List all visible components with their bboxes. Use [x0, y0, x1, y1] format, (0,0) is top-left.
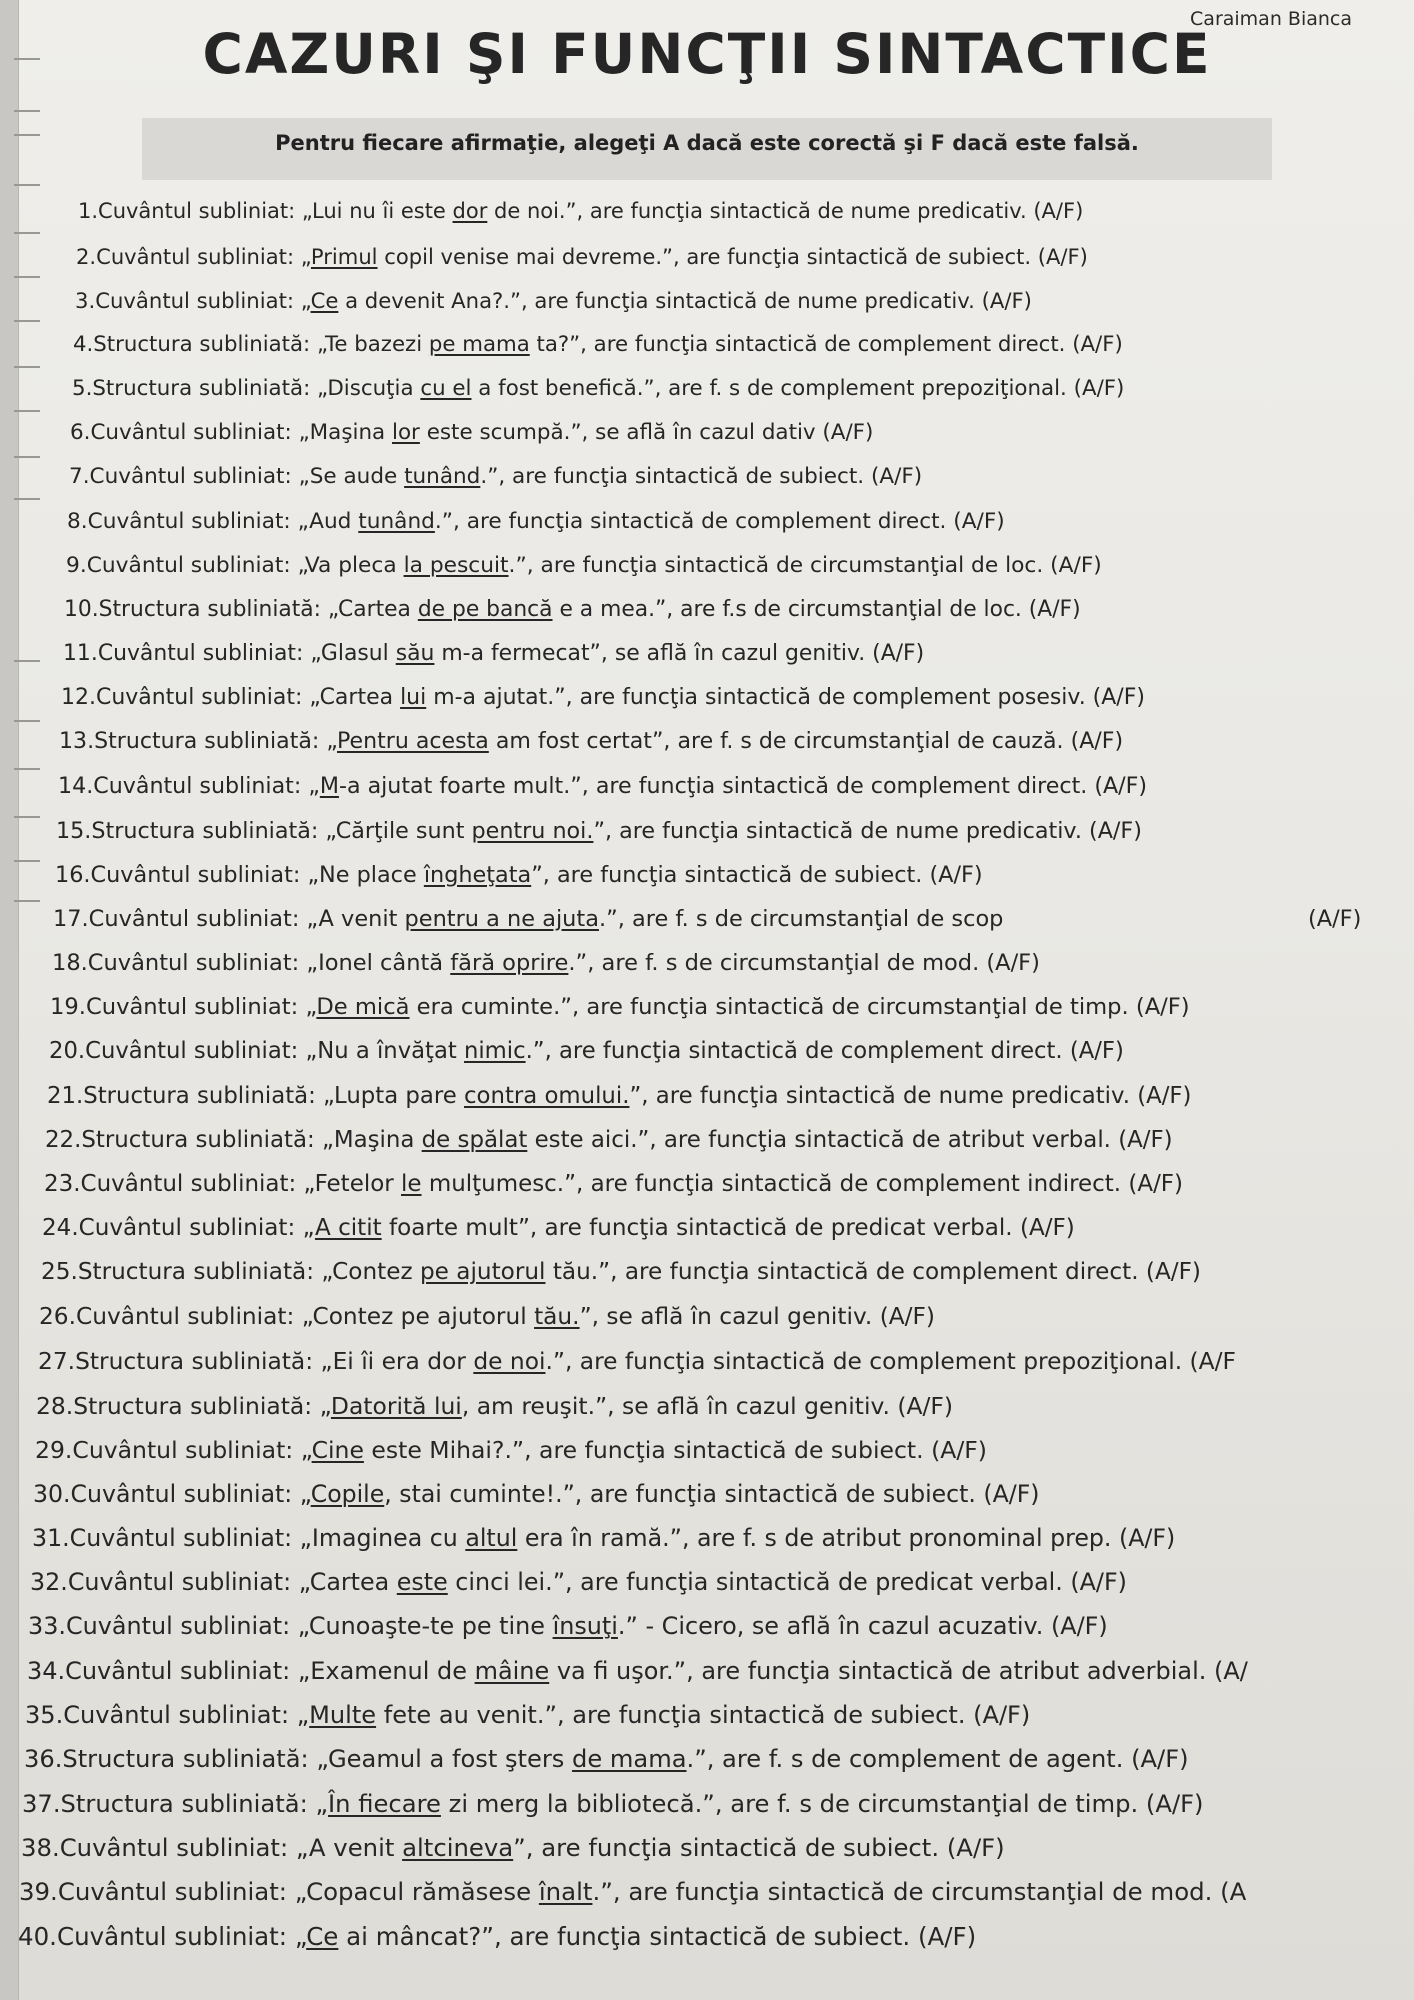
- statement-item: [24, 1745, 1189, 1773]
- statement-text: am fost certat”, are f. s de circumstanţial de cauză. (A/F): [488, 729, 1124, 755]
- underlined-term: altcineva: [402, 1833, 514, 1863]
- underlined-term: altul: [465, 1524, 518, 1553]
- statement-text: 33.Cuvântul subliniat: „Cunoaşte-te pe tine: [28, 1612, 553, 1641]
- statement-text: fete au venit.”, are funcţia sintactică de subiect. (A/F): [376, 1700, 1031, 1729]
- underlined-term: însuţi: [552, 1612, 618, 1641]
- statement-text: 39.Cuvântul subliniat: „Copacul rămăsese: [19, 1877, 539, 1907]
- underlined-term: De mică: [316, 994, 410, 1021]
- underlined-term: la pescuit: [403, 552, 509, 578]
- statement-item: [53, 906, 1003, 932]
- statement-text: 19.Cuvântul subliniat: „: [50, 994, 317, 1021]
- statement-text: cinci lei.”, are funcţia sintactică de predicat verbal. (A/F): [447, 1568, 1127, 1597]
- underlined-term: Ce: [310, 287, 339, 313]
- underlined-term: Pentru acesta: [337, 729, 489, 755]
- underlined-term: pentru noi.: [471, 817, 594, 844]
- statement-text: 8.Cuvântul subliniat: „Aud: [67, 508, 359, 534]
- statement-text: este scumpă.”, se află în cazul dativ (A/F): [419, 420, 874, 446]
- statement-text: m-a fermecat”, se află în cazul genitiv. (A/F): [434, 641, 925, 666]
- underlined-term: Copile: [310, 1479, 385, 1508]
- underlined-term: de pe bancă: [417, 596, 553, 622]
- statement-text: .”, are funcţia sintactică de circumstanţial de loc. (A/F): [508, 552, 1102, 578]
- statement-text: ”, are funcţia sintactică de nume predicativ. (A/F): [629, 1082, 1192, 1109]
- statement-text: 12.Cuvântul subliniat: „Cartea: [61, 685, 401, 711]
- statement-text: 36.Structura subliniată: „Geamul a fost şters: [24, 1744, 573, 1773]
- statement-text: 4.Structura subliniată: „Te bazezi: [73, 331, 429, 357]
- underlined-term: dor: [452, 199, 488, 224]
- statement-text: tău.”, are funcţia sintactică de complement direct. (A/F): [545, 1259, 1201, 1286]
- instructions-text: Pentru fiecare afirmaţie, alegeţi A dacă este corectă şi F dacă este falsă.: [275, 131, 1139, 155]
- statement-text: 6.Cuvântul subliniat: „Maşina: [70, 420, 392, 446]
- statement-item: [58, 773, 1147, 799]
- statement-text: foarte mult”, are funcţia sintactică de predicat verbal. (A/F): [381, 1215, 1075, 1242]
- statement-text: ”, are funcţia sintactică de nume predicativ. (A/F): [593, 817, 1142, 844]
- statement-text: 28.Structura subliniată: „: [36, 1391, 331, 1420]
- underlined-term: mâine: [474, 1656, 550, 1685]
- statement-text: 40.Cuvântul subliniat: „: [18, 1921, 307, 1951]
- statement-text: 30.Cuvântul subliniat: „: [33, 1479, 311, 1508]
- statement-item: [21, 1833, 1005, 1862]
- statement-item: [76, 244, 1088, 269]
- underlined-term: de spălat: [421, 1126, 528, 1153]
- statement-item: [44, 1171, 1183, 1197]
- statement-text: ”, are funcţia sintactică de subiect. (A/F): [513, 1833, 1005, 1863]
- statement-item: [22, 1789, 1204, 1818]
- statement-item: [66, 553, 1102, 578]
- page-title: CAZURI ŞI FUNCŢII SINTACTICE: [202, 22, 1212, 86]
- statement-text: ”, are funcţia sintactică de subiect. (A/F): [531, 861, 983, 888]
- statement-item: [42, 1215, 1075, 1241]
- statement-text: zi merg la bibliotecă.”, are f. s de circumstanţial de timp. (A/F): [440, 1789, 1204, 1819]
- statement-text: e a mea.”, are f.s de circumstanţial de loc. (A/F): [552, 596, 1081, 622]
- statement-item: [64, 597, 1081, 622]
- underlined-term: de noi: [473, 1347, 546, 1376]
- underlined-term: Cine: [311, 1435, 364, 1464]
- statement-text: ai mâncat?”, are funcţia sintactică de subiect. (A/F): [338, 1921, 977, 1951]
- underlined-term: Datorită lui: [330, 1391, 462, 1420]
- statement-text: , stai cuminte!.”, are funcţia sintactică de subiect. (A/F): [384, 1479, 1040, 1508]
- statement-text: 37.Structura subliniată: „: [22, 1789, 329, 1819]
- statement-text: 27.Structura subliniată: „Ei îi era dor: [38, 1347, 474, 1376]
- underlined-term: înalt: [538, 1877, 593, 1907]
- statement-text: mulţumesc.”, are funcţia sintactică de complement indirect. (A/F): [421, 1170, 1183, 1197]
- statement-item: [41, 1259, 1201, 1285]
- statement-text: 5.Structura subliniată: „Discuţia: [72, 376, 421, 402]
- statement-text: copil venise mai devreme.”, are funcţia sintactică de subiect. (A/F): [377, 243, 1088, 269]
- statement-text: 7.Cuvântul subliniat: „Se aude: [69, 464, 405, 490]
- statement-text: 34.Cuvântul subliniat: „Examenul de: [27, 1656, 475, 1685]
- underlined-term: îngheţata: [423, 861, 532, 888]
- statement-item: [72, 376, 1124, 401]
- statement-item: [47, 1083, 1191, 1109]
- statement-text: 38.Cuvântul subliniat: „A venit: [21, 1833, 403, 1863]
- statement-item: [73, 332, 1123, 357]
- statement-item: [50, 994, 1190, 1020]
- statement-text: 16.Cuvântul subliniat: „Ne place: [55, 861, 424, 888]
- underlined-term: este: [396, 1568, 448, 1597]
- statement-text: .”, are f. s de circumstanţial de mod. (A/F): [568, 950, 1040, 977]
- statement-text: 32.Cuvântul subliniat: „Cartea: [30, 1568, 397, 1597]
- underlined-term: M: [319, 773, 339, 800]
- statement-text: .”, are f. s de circumstanţial de scop: [598, 905, 1004, 932]
- underlined-term: contra omului.: [464, 1082, 630, 1109]
- statement-item: [39, 1303, 935, 1330]
- underlined-term: Primul: [310, 243, 378, 269]
- underlined-term: lui: [400, 685, 427, 711]
- statement-text: 9.Cuvântul subliniat: „Va pleca: [66, 552, 404, 578]
- statement-item: [49, 1038, 1124, 1064]
- underlined-term: tunând: [404, 464, 481, 490]
- statement-item: [30, 1568, 1127, 1596]
- underlined-term: lor: [391, 420, 420, 446]
- underlined-term: pe mama: [428, 331, 530, 357]
- statement-text: .”, are funcţia sintactică de complement prepoziţional. (A/F: [545, 1347, 1236, 1376]
- underlined-term: pe ajutorul: [419, 1259, 546, 1286]
- underlined-term: Multe: [309, 1700, 377, 1729]
- statement-item: [36, 1392, 953, 1420]
- statement-text: este aici.”, are funcţia sintactică de atribut verbal. (A/F): [527, 1126, 1173, 1153]
- statement-item: [78, 199, 1083, 223]
- statement-text: a fost benefică.”, are f. s de complement prepoziţional. (A/F): [471, 376, 1125, 402]
- statement-text: 2.Cuvântul subliniat: „: [76, 243, 311, 269]
- statement-text: 21.Structura subliniată: „Lupta pare: [47, 1082, 465, 1109]
- statement-text: 3.Cuvântul subliniat: „: [75, 287, 311, 313]
- statement-text: .”, are funcţia sintactică de subiect. (A/F): [480, 464, 923, 490]
- statement-item: [33, 1480, 1040, 1508]
- underlined-term: tău.: [534, 1303, 580, 1331]
- statement-item: [32, 1524, 1175, 1552]
- statement-text: 23.Cuvântul subliniat: „Fetelor: [44, 1170, 402, 1197]
- statement-item: [25, 1701, 1030, 1729]
- statement-text: .”, are funcţia sintactică de complement direct. (A/F): [434, 508, 1005, 534]
- statement-item: [18, 1922, 976, 1951]
- statement-text: 35.Cuvântul subliniat: „: [25, 1700, 310, 1729]
- statement-text: 14.Cuvântul subliniat: „: [58, 773, 320, 800]
- statement-text: 20.Cuvântul subliniat: „Nu a învăţat: [49, 1038, 464, 1065]
- statement-text: -a ajutat foarte mult.”, are funcţia sintactică de complement direct. (A/F): [338, 773, 1148, 800]
- underlined-term: În fiecare: [328, 1789, 441, 1819]
- statement-item: [63, 641, 924, 666]
- statement-text: .”, are f. s de complement de agent. (A/F): [686, 1744, 1189, 1773]
- author-name: Caraiman Bianca: [1190, 8, 1352, 30]
- underlined-term: pentru a ne ajuta: [404, 905, 599, 932]
- statement-text: 26.Cuvântul subliniat: „Contez pe ajutorul: [39, 1303, 535, 1331]
- statement-text: 24.Cuvântul subliniat: „: [42, 1215, 315, 1242]
- statement-text: m-a ajutat.”, are funcţia sintactică de complement posesiv. (A/F): [426, 685, 1145, 711]
- statement-text: a devenit Ana?.”, are funcţia sintactică de nume predicativ. (A/F): [338, 287, 1032, 313]
- statement-text: .” - Cicero, se află în cazul acuzativ. (A/F): [617, 1612, 1108, 1641]
- statement-text: 22.Structura subliniată: „Maşina: [45, 1126, 422, 1153]
- statement-text: 29.Cuvântul subliniat: „: [35, 1435, 312, 1464]
- statement-text: era în ramă.”, are f. s de atribut pronominal prep. (A/F): [517, 1524, 1176, 1553]
- statement-item: [38, 1347, 1236, 1375]
- underlined-term: fără oprire: [450, 950, 569, 977]
- statement-item: [59, 729, 1123, 754]
- statement-item: [56, 818, 1142, 844]
- statement-text: 18.Cuvântul subliniat: „Ionel cântă: [52, 950, 451, 977]
- statement-item: [61, 685, 1145, 710]
- statement-text: .”, are funcţia sintactică de complement direct. (A/F): [525, 1038, 1124, 1065]
- statement-item: [27, 1657, 1248, 1685]
- underlined-term: A citit: [314, 1215, 382, 1242]
- statement-text: va fi uşor.”, are funcţia sintactică de atribut adverbial. (A/: [549, 1656, 1248, 1685]
- statement-text: 13.Structura subliniată: „: [59, 729, 337, 755]
- statement-item: [19, 1877, 1246, 1906]
- underlined-term: nimic: [463, 1038, 526, 1065]
- statement-text: 11.Cuvântul subliniat: „Glasul: [63, 641, 396, 666]
- statement-item: [70, 420, 873, 445]
- statement-item: [69, 464, 922, 489]
- statement-text: este Mihai?.”, are funcţia sintactică de subiect. (A/F): [363, 1435, 987, 1464]
- statement-text: ta?”, are funcţia sintactică de complement direct. (A/F): [529, 331, 1123, 357]
- statement-text: , am reuşit.”, se află în cazul genitiv. (A/F): [461, 1391, 954, 1420]
- statement-item: [35, 1436, 987, 1464]
- underlined-term: Ce: [306, 1921, 339, 1951]
- statement-item: [67, 509, 1005, 534]
- statement-text: 25.Structura subliniată: „Contez: [41, 1259, 420, 1286]
- statement-item: [28, 1612, 1108, 1640]
- statement-item: [52, 950, 1040, 976]
- statement-item: [55, 862, 983, 888]
- answer-choice-af: (A/F): [1308, 905, 1362, 932]
- statement-item: [45, 1127, 1173, 1153]
- statement-text: 10.Structura subliniată: „Cartea: [64, 596, 418, 622]
- underlined-term: cu el: [420, 376, 472, 402]
- statement-text: 15.Structura subliniată: „Cărţile sunt: [56, 817, 472, 844]
- statement-text: 1.Cuvântul subliniat: „Lui nu îi este: [78, 199, 453, 224]
- statement-item: [75, 288, 1032, 313]
- statement-text: ”, se află în cazul genitiv. (A/F): [579, 1303, 935, 1331]
- statement-text: .”, are funcţia sintactică de circumstanţial de mod. (A: [592, 1877, 1247, 1907]
- statement-text: 31.Cuvântul subliniat: „Imaginea cu: [32, 1524, 466, 1553]
- statement-text: de noi.”, are funcţia sintactică de nume predicativ. (A/F): [487, 199, 1084, 224]
- statement-text: 17.Cuvântul subliniat: „A venit: [53, 905, 405, 932]
- underlined-term: tunând: [358, 508, 435, 534]
- underlined-term: le: [401, 1170, 422, 1197]
- underlined-term: său: [395, 641, 435, 666]
- statement-text: era cuminte.”, are funcţia sintactică de circumstanţial de timp. (A/F): [409, 994, 1190, 1021]
- underlined-term: de mama: [572, 1744, 687, 1773]
